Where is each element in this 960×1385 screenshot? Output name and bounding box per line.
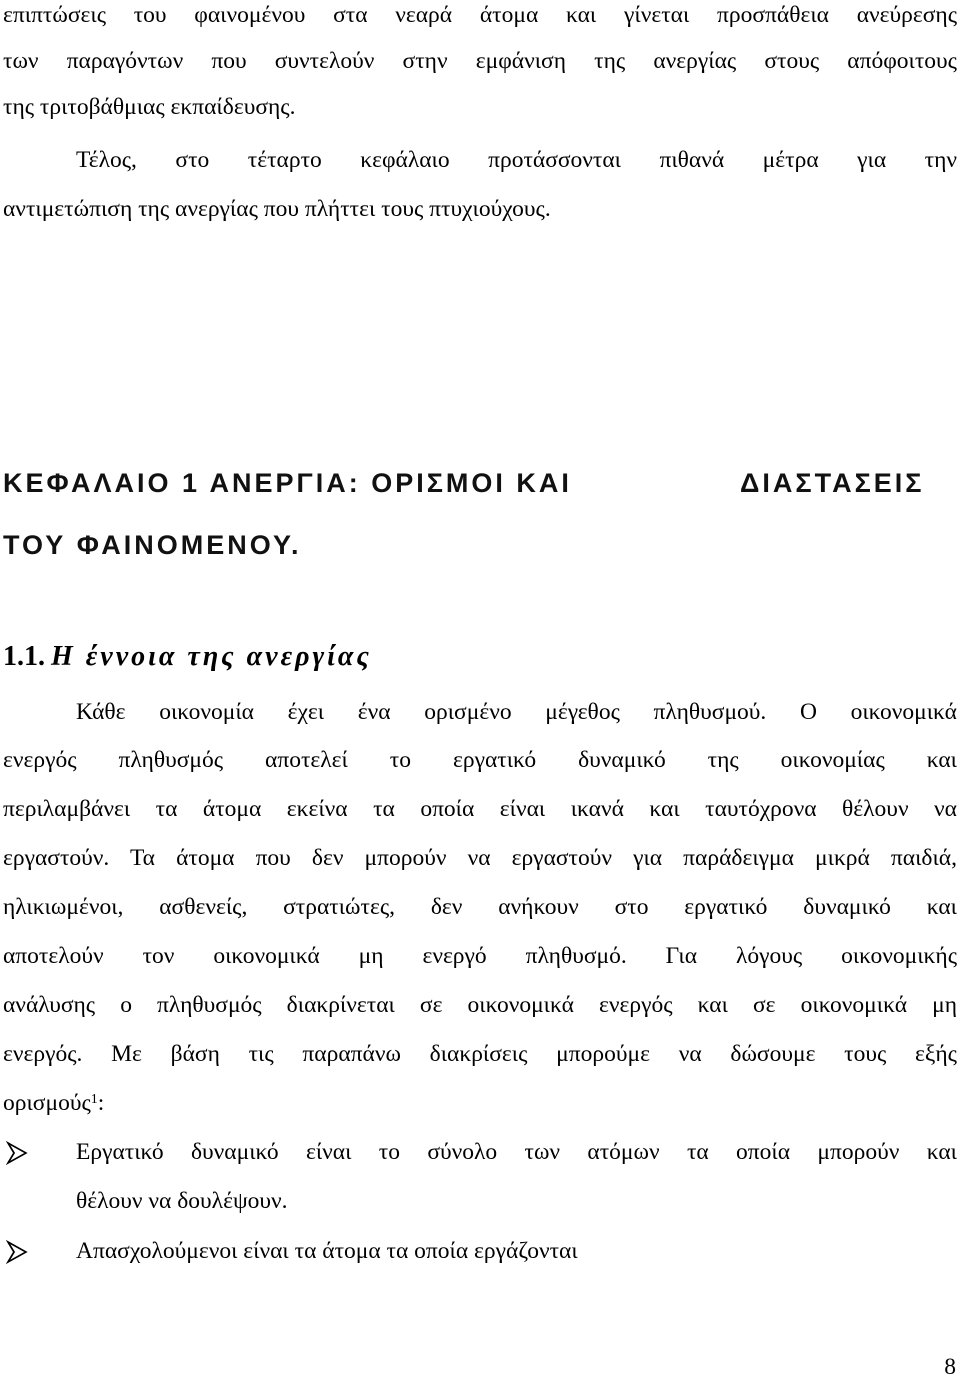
page-number: 8 (944, 1354, 956, 1380)
bullet-1-line-1: Εργατικό δυναμικό είναι το σύνολο των ατόμων τα οποία μπορούν και (76, 1139, 957, 1165)
section-title: Η έννοια της ανεργίας (51, 641, 372, 672)
chapter-title-part-1: ΚΕΦΑΛΑΙΟ 1 ΑΝΕΡΓΙΑ: ΟΡΙΣΜΟΙ ΚΑΙ (3, 468, 572, 498)
chapter-title-part-2: ΔΙΑΣΤΑΣΕΙΣ (740, 468, 925, 498)
section-number: 1.1. (3, 641, 45, 672)
body-line-1: Κάθε οικονομία έχει ένα ορισμένο μέγεθος πληθυσμού. Ο οικονομικά (76, 699, 957, 725)
body-line-5: ηλικιωμένοι, ασθενείς, στρατιώτες, δεν ανήκουν στο εργατικό δυναμικό και (3, 894, 957, 920)
intro-line-4: Τέλος, στο τέταρτο κεφάλαιο προτάσσονται πιθανά μέτρα για την (76, 147, 957, 173)
bullet-1-line-2: θέλουν να δουλέψουν. (76, 1188, 288, 1214)
intro-line-2: των παραγόντων που συντελούν στην εμφάνιση της ανεργίας στους απόφοιτους (3, 48, 957, 74)
arrowhead-bullet-icon (6, 1240, 28, 1264)
intro-line-5: αντιμετώπιση της ανεργίας που πλήττει τους πτυχιούχους. (3, 196, 551, 222)
chapter-title-line-2: ΤΟΥ ΦΑΙΝΟΜΕΝΟΥ. (3, 530, 302, 560)
intro-line-3: της τριτοβάθμιας εκπαίδευσης. (3, 94, 296, 120)
body-line-9 (3, 1088, 957, 1118)
body-line-6: αποτελούν τον οικονομικά μη ενεργό πληθυσμό. Για λόγους οικονομικής (3, 943, 957, 969)
body-line-8: ενεργός. Με βάση τις παραπάνω διακρίσεις μπορούμε να δώσουμε τους εξής (3, 1041, 957, 1067)
body-line-9-colon: : (97, 1090, 105, 1116)
body-line-2: ενεργός πληθυσμός αποτελεί το εργατικό δυναμικό της οικονομίας και (3, 747, 957, 773)
section-heading (3, 640, 372, 674)
body-line-3: περιλαμβάνει τα άτομα εκείνα τα οποία είναι ικανά και ταυτόχρονα θέλουν να (3, 796, 957, 822)
body-line-4: εργαστούν. Τα άτομα που δεν μπορούν να εργαστούν για παράδειγμα μικρά παιδιά, (3, 845, 957, 871)
footnote-reference[interactable]: 1 (90, 1092, 98, 1107)
body-line-9-text: ορισμούς (3, 1090, 91, 1116)
body-line-7: ανάλυσης ο πληθυσμός διακρίνεται σε οικονομικά ενεργός και σε οικονομικά μη (3, 992, 957, 1018)
intro-line-1: επιπτώσεις του φαινομένου στα νεαρά άτομα και γίνεται προσπάθεια ανεύρεσης (3, 2, 957, 28)
bullet-2-line-1: Απασχολούμενοι είναι τα άτομα τα οποία εργάζονται (76, 1238, 578, 1264)
arrowhead-bullet-icon (6, 1141, 28, 1165)
